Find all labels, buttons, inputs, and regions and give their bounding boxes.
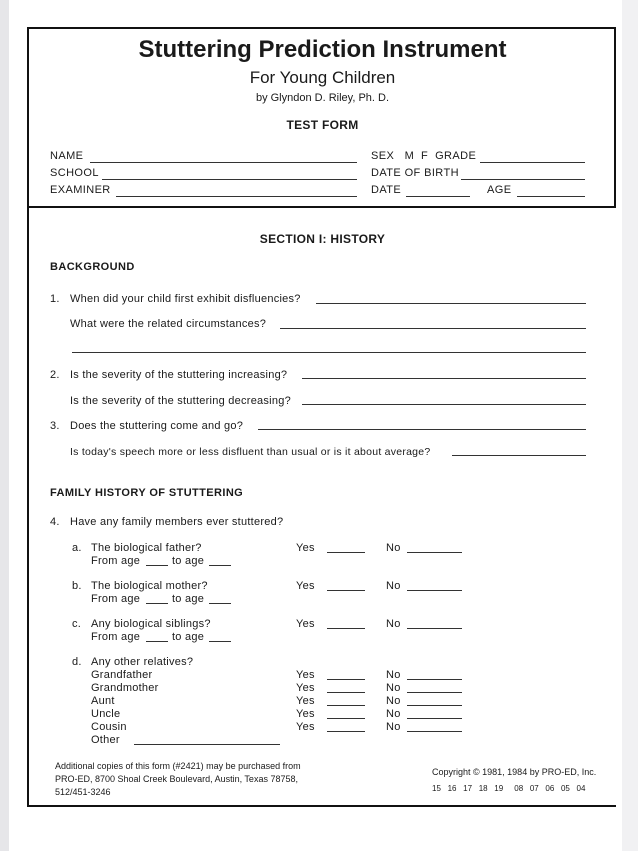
q4a-to-age-label: to age [172,555,205,567]
grandfather-yes-line[interactable] [327,679,365,680]
scan-left-edge [0,0,9,851]
q4a-no-line[interactable] [407,552,462,553]
q4c-no-line[interactable] [407,628,462,629]
q4b-no-label: No [386,580,401,592]
cousin-no-line[interactable] [407,731,462,732]
q4a-to-age-line[interactable] [209,565,231,566]
q1b-answer-line-2[interactable] [72,352,586,353]
grandfather-no-line[interactable] [407,679,462,680]
uncle-yes-label: Yes [296,708,315,720]
q4c-yes-line[interactable] [327,628,365,629]
q1-text: When did your child first exhibit disfluencies? [70,293,301,305]
grandmother-yes-label: Yes [296,682,315,694]
q2b-text: Is the severity of the stuttering decreasing? [70,395,291,407]
school-field[interactable] [102,179,357,180]
page-title: Stuttering Prediction Instrument [138,36,507,63]
q3-answer-line[interactable] [258,429,586,430]
q4c-yes-label: Yes [296,618,315,630]
background-heading: BACKGROUND [50,261,135,273]
print-codes: 15 16 17 18 19 08 07 06 05 04 [432,784,586,793]
grandmother-yes-line[interactable] [327,692,365,693]
form-title: TEST FORM [286,118,359,132]
q4c-from-age-label: From age [91,631,141,643]
q3b-answer-line[interactable] [452,455,586,456]
q2b-answer-line[interactable] [302,404,586,405]
cousin-yes-line[interactable] [327,731,365,732]
scan-right-edge [622,0,638,851]
grandfather-yes-label: Yes [296,669,315,681]
q3b-text: Is today's speech more or less disfluent than usual or is it about average? [70,446,431,458]
uncle-no-label: No [386,708,401,720]
header-divider [27,206,616,208]
grandfather-no-label: No [386,669,401,681]
q4c-no-label: No [386,618,401,630]
aunt-yes-label: Yes [296,695,315,707]
examiner-label: EXAMINER [50,184,111,196]
section-title: SECTION I: HISTORY [259,232,386,246]
dob-field[interactable] [461,179,585,180]
q4a-text: The biological father? [91,542,202,554]
name-field[interactable] [90,162,357,163]
q4a-yes-line[interactable] [327,552,365,553]
q4b-yes-label: Yes [296,580,315,592]
q3-text: Does the stuttering come and go? [70,420,244,432]
relative-grandfather-label: Grandfather [91,669,153,681]
q4c-text: Any biological siblings? [91,618,211,630]
bottom-rule [27,805,616,807]
relative-uncle-label: Uncle [91,708,121,720]
q4a-from-age-line[interactable] [146,565,168,566]
q4d-letter: d. [72,656,82,668]
other-relative-line[interactable] [134,744,280,745]
uncle-yes-line[interactable] [327,718,365,719]
purchase-line-2: PRO-ED, 8700 Shoal Creek Boulevard, Austin, Texas 78758, [55,774,298,784]
relative-grandmother-label: Grandmother [91,682,159,694]
q2-number: 2. [50,369,60,381]
aunt-yes-line[interactable] [327,705,365,706]
purchase-line-1: Additional copies of this form (#2421) may be purchased from [55,761,301,771]
name-label: NAME [50,150,84,162]
q4c-letter: c. [72,618,82,630]
q1-number: 1. [50,293,60,305]
school-label: SCHOOL [50,167,99,179]
q4c-to-age-label: to age [172,631,205,643]
grade-field[interactable] [480,162,585,163]
q4b-no-line[interactable] [407,590,462,591]
q1b-answer-line[interactable] [280,328,586,329]
q2-answer-line[interactable] [302,378,586,379]
q4b-yes-line[interactable] [327,590,365,591]
relative-other-label: Other [91,734,120,746]
age-field[interactable] [517,196,585,197]
q4b-text: The biological mother? [91,580,208,592]
q3-number: 3. [50,420,60,432]
q4a-letter: a. [72,542,82,554]
relative-aunt-label: Aunt [91,695,115,707]
cousin-yes-label: Yes [296,721,315,733]
q4d-text: Any other relatives? [91,656,194,668]
date-field[interactable] [406,196,470,197]
page-left-rule [27,27,29,806]
q1b-text: What were the related circumstances? [70,318,267,330]
q4b-to-age-line[interactable] [209,603,231,604]
q4c-to-age-line[interactable] [209,641,231,642]
q1-answer-line[interactable] [316,303,586,304]
q4-number: 4. [50,516,60,528]
family-history-heading: FAMILY HISTORY OF STUTTERING [50,487,244,499]
age-label: AGE [487,184,512,196]
aunt-no-label: No [386,695,401,707]
q4a-from-age-label: From age [91,555,141,567]
date-label: DATE [371,184,402,196]
q4b-to-age-label: to age [172,593,205,605]
dob-label: DATE OF BIRTH [371,167,459,179]
q4b-from-age-label: From age [91,593,141,605]
examiner-field[interactable] [116,196,357,197]
q4-text: Have any family members ever stuttered? [70,516,284,528]
q4a-yes-label: Yes [296,542,315,554]
q2-text: Is the severity of the stuttering increasing? [70,369,288,381]
q4a-no-label: No [386,542,401,554]
grandmother-no-label: No [386,682,401,694]
cousin-no-label: No [386,721,401,733]
q4b-letter: b. [72,580,82,592]
copyright-notice: Copyright © 1981, 1984 by PRO-ED, Inc. [432,767,597,777]
aunt-no-line[interactable] [407,705,462,706]
uncle-no-line[interactable] [407,718,462,719]
author-line: by Glyndon D. Riley, Ph. D. [255,92,390,104]
grandmother-no-line[interactable] [407,692,462,693]
purchase-line-3: 512/451-3246 [55,787,111,797]
q4c-from-age-line[interactable] [146,641,168,642]
q4b-from-age-line[interactable] [146,603,168,604]
page-subtitle: For Young Children [249,68,396,87]
sex-grade-label: SEX M F GRADE [371,150,477,162]
relative-cousin-label: Cousin [91,721,127,733]
